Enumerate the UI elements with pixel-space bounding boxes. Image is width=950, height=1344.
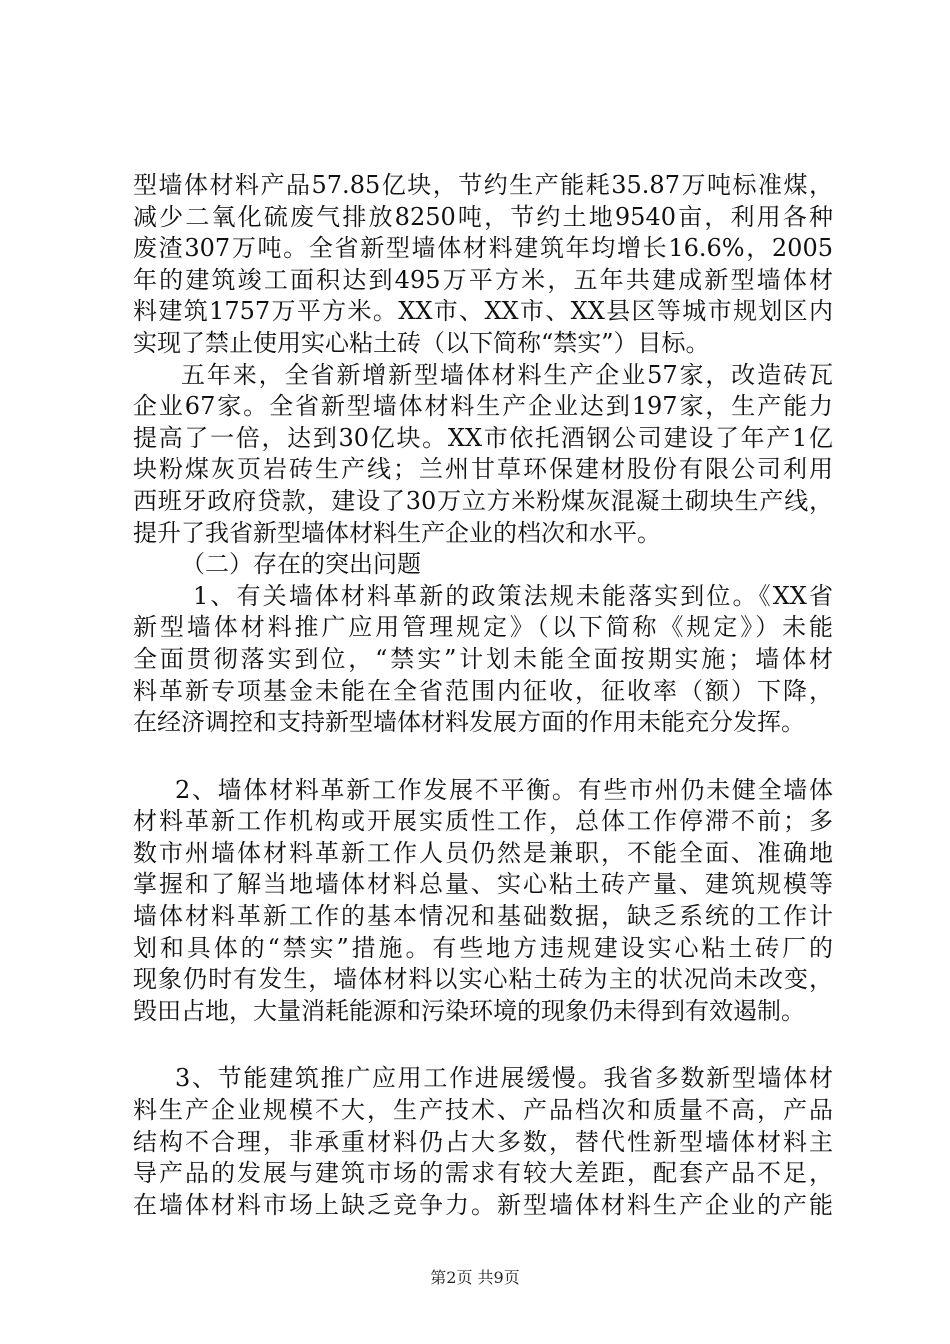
- text-line: 在墙体材料市场上缺乏竞争力。新型墙体材料生产企业的产能: [133, 1190, 833, 1219]
- text-line: 提高了一倍，达到30亿块。XX市依托酒钢公司建设了年产1亿: [133, 423, 833, 452]
- text-line: 导产品的发展与建筑市场的需求有较大差距，配套产品不足，: [133, 1159, 833, 1188]
- text-line: 西班牙政府贷款，建设了30万立方米粉煤灰混凝土砌块生产线，: [133, 486, 833, 515]
- text-line: 年的建筑竣工面积达到495万平方米，五年共建成新型墙体材: [133, 265, 833, 294]
- paragraph-issue-2: [133, 775, 833, 1028]
- text-line: 在经济调控和支持新型墙体材料发展方面的作用未能充分发挥。: [133, 708, 805, 737]
- text-line: 材料革新工作机构或开展实质性工作，总体工作停滞不前；多: [133, 807, 833, 836]
- text-line: 划和具体的“禁实”措施。有些地方违规建设实心粘土砖厂的: [133, 933, 833, 962]
- paragraph-continuation: [133, 170, 833, 360]
- paragraph-issue-1: [133, 581, 833, 739]
- text-line: 1、有关墙体材料革新的政策法规未能落实到位。《XX省: [193, 581, 833, 610]
- text-line: 料生产企业规模不大，生产技术、产品档次和质量不高，产品: [133, 1096, 833, 1125]
- text-line: 全面贯彻落实到位，“禁实”计划未能全面按期实施；墙体材: [133, 644, 833, 673]
- text-line: 新型墙体材料推广应用管理规定》（以下简称《规定》）未能: [133, 613, 833, 642]
- text-line: 企业67家。全省新型墙体材料生产企业达到197家，生产能力: [133, 392, 833, 421]
- page-number-footer: 第2页 共9页: [430, 1268, 520, 1287]
- text-line: 料建筑1757万平方米。XX市、XX市、XX县区等城市规划区内: [133, 297, 833, 326]
- text-line: 结构不合理，非承重材料仍占大多数，替代性新型墙体材料主: [133, 1127, 833, 1156]
- text-line: 块粉煤灰页岩砖生产线；兰州甘草环保建材股份有限公司利用: [133, 455, 833, 484]
- text-line: 3、节能建筑推广应用工作进展缓慢。我省多数新型墙体材: [175, 1064, 833, 1093]
- text-line: 数市州墙体材料革新工作人员仍然是兼职，不能全面、准确地: [133, 838, 833, 867]
- text-line: 2、墙体材料革新工作发展不平衡。有些市州仍未健全墙体: [175, 775, 833, 804]
- text-line: 提升了我省新型墙体材料生产企业的档次和水平。: [133, 518, 661, 547]
- text-line: 型墙体材料产品57.85亿块，节约生产能耗35.87万吨标准煤，: [133, 171, 833, 199]
- section-heading: [133, 549, 833, 581]
- text-line: 掌握和了解当地墙体材料总量、实心粘土砖产量、建筑规模等: [133, 870, 833, 899]
- paragraph-spacer: [133, 1027, 833, 1063]
- document-body: [133, 170, 833, 1221]
- text-line: 实现了禁止使用实心粘土砖（以下简称“禁实”）目标。: [133, 328, 710, 357]
- paragraph-spacer: [133, 739, 833, 775]
- paragraph-five-years: [133, 360, 833, 550]
- text-line: 减少二氧化硫废气排放8250吨，节约土地9540亩，利用各种: [133, 202, 833, 231]
- text-line: 毁田占地，大量消耗能源和污染环境的现象仍未得到有效遏制。: [133, 996, 805, 1025]
- text-line: 墙体材料革新工作的基本情况和基础数据，缺乏系统的工作计: [133, 902, 833, 931]
- text-line: 废渣307万吨。全省新型墙体材料建筑年均增长16.6%，2005: [133, 234, 833, 263]
- text-line: 五年来，全省新增新型墙体材料生产企业57家，改造砖瓦: [181, 360, 833, 389]
- text-line: 现象仍时有发生，墙体材料以实心粘土砖为主的状况尚未改变，: [133, 965, 833, 994]
- text-line: 料革新专项基金未能在全省范围内征收，征收率（额）下降，: [133, 676, 833, 705]
- paragraph-issue-3: [133, 1063, 833, 1221]
- section-heading-text: （二）存在的突出问题: [181, 550, 421, 579]
